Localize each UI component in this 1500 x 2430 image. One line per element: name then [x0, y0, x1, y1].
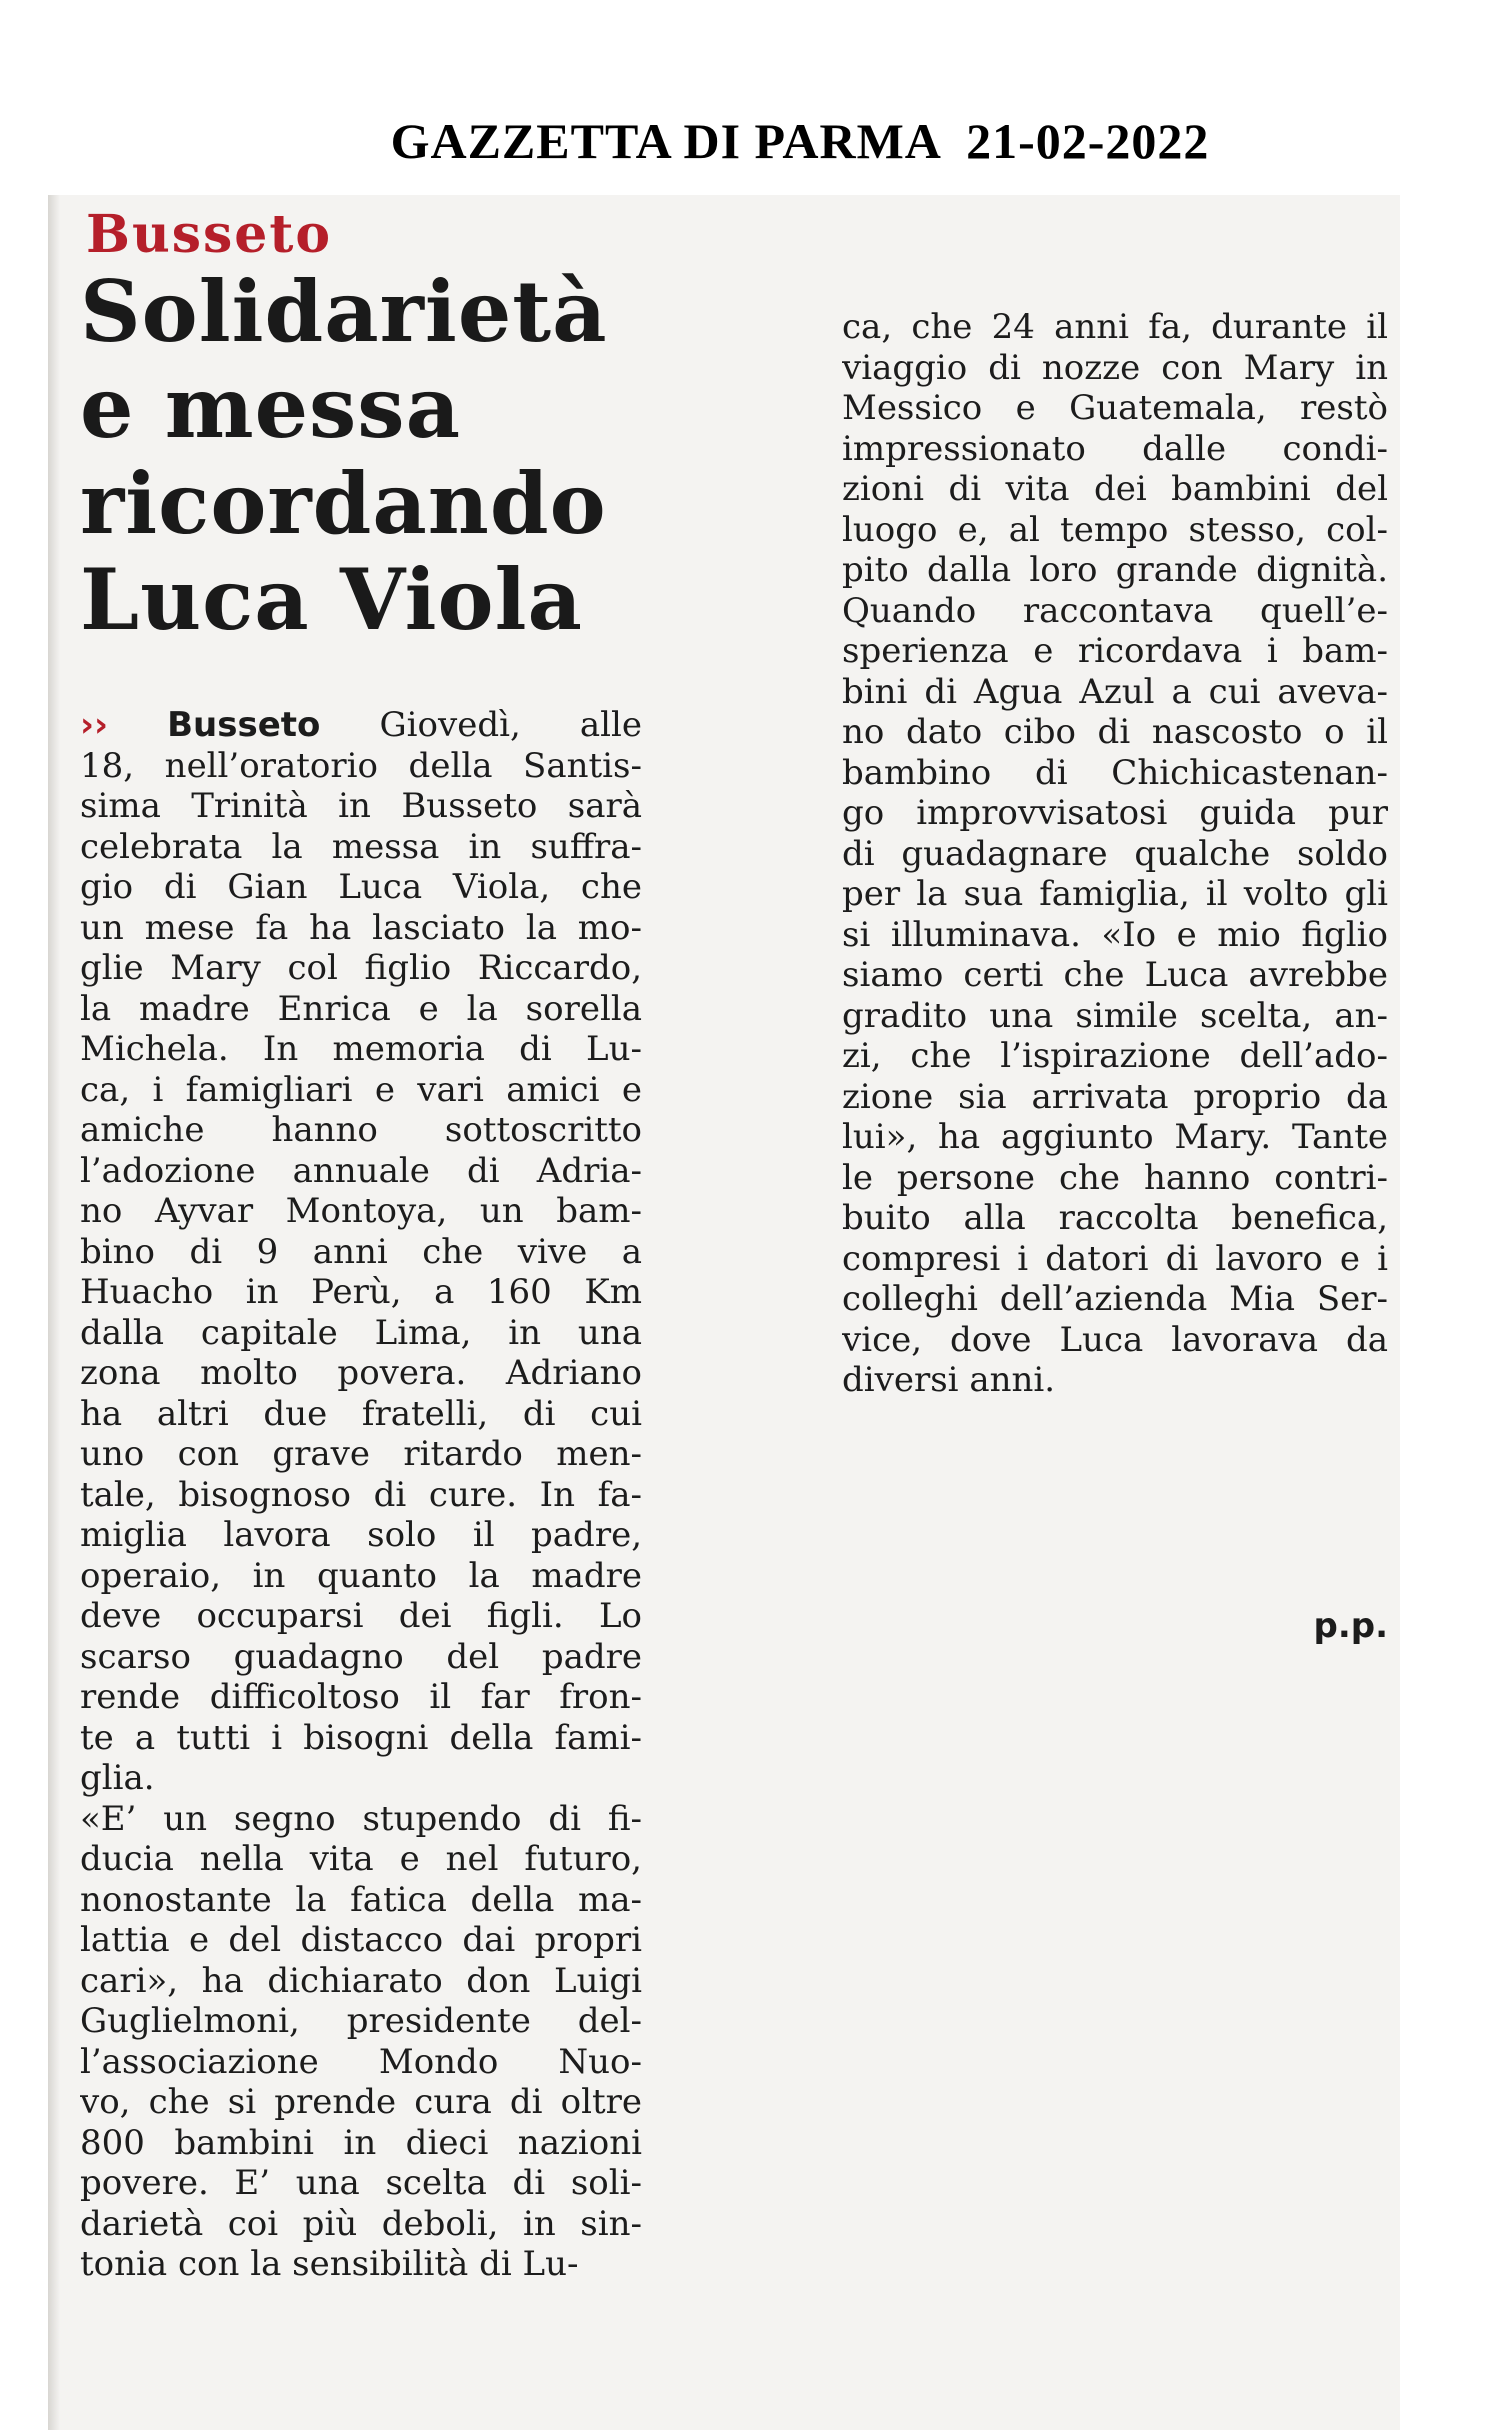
text-line: 800 bambini in dieci nazioni	[80, 2122, 642, 2163]
text-line: bino di 9 anni che vive a	[80, 1231, 642, 1272]
text-line: ducia nella vita e nel futuro,	[80, 1839, 642, 1879]
text-line: zioni di vita dei bambini del	[842, 469, 1388, 509]
text-line: per la sua famiglia, il volto gli	[842, 874, 1388, 914]
text-line: celebrata la messa in suffra-	[80, 826, 642, 867]
text-line: zione sia arrivata proprio da	[842, 1076, 1388, 1117]
text-line: glia.	[80, 1758, 155, 1798]
text-line: no dato cibo di nascosto o il	[842, 712, 1388, 752]
text-line: 18, nell’oratorio della Santis-	[80, 745, 642, 786]
text-line: scarso guadagno del padre	[80, 1636, 642, 1677]
text-line: siamo certi che Luca avrebbe	[842, 955, 1388, 995]
text-line: si illuminava. «Io e mio figlio	[842, 914, 1388, 955]
text-line: zi, che l’ispirazione dell’ado-	[842, 1036, 1388, 1076]
text-line: bini di Agua Azul a cui aveva-	[842, 671, 1388, 712]
text-line: cari», ha dichiarato don Luigi	[80, 1960, 642, 2001]
article-column-left	[80, 705, 642, 2285]
article-headline	[80, 264, 780, 648]
text-line: sima Trinità in Busseto sarà	[80, 786, 642, 826]
text-line: ha altri due fratelli, di cui	[80, 1393, 642, 1434]
text-line: Guglielmoni, presidente del-	[80, 2001, 642, 2041]
text-line: Huacho in Perù, a 160 Km	[80, 1272, 642, 1312]
text-line: Michela. In memoria di Lu-	[80, 1029, 642, 1069]
headline-line: ricordando	[80, 454, 607, 553]
text-line: compresi i datori di lavoro e i	[842, 1238, 1388, 1279]
dateline: Busseto	[167, 705, 321, 745]
text-line: Quando raccontava quell’e-	[842, 590, 1388, 631]
text-line-content: Giovedì, alle	[320, 705, 642, 745]
text-line: zona molto povera. Adriano	[80, 1353, 642, 1393]
text-line: un mese fa ha lasciato la mo-	[80, 907, 642, 948]
text-line: ca, che 24 anni fa, durante il	[842, 307, 1388, 347]
text-line: diversi anni.	[842, 1360, 1056, 1400]
text-line: nonostante la fatica della ma-	[80, 1879, 642, 1920]
text-line: povere. E’ una scelta di soli-	[80, 2163, 642, 2203]
headline-line: Luca Viola	[80, 550, 583, 649]
text-line: te a tutti i bisogni della fami-	[80, 1717, 642, 1758]
text-line: rende difficoltoso il far fron-	[80, 1677, 642, 1717]
text-line: Messico e Guatemala, restò	[842, 388, 1388, 428]
text-line: l’associazione Mondo Nuo-	[80, 2041, 642, 2082]
masthead: GAZZETTA DI PARMA 21-02-2022	[390, 113, 1210, 169]
text-line: viaggio di nozze con Mary in	[842, 347, 1388, 388]
text-line: darietà coi più deboli, in sin-	[80, 2203, 642, 2244]
headline-line: e messa	[80, 358, 462, 457]
text-line: lui», ha aggiunto Mary. Tante	[842, 1117, 1388, 1157]
text-line: dalla capitale Lima, in una	[80, 1312, 642, 1353]
text-line: no Ayvar Montoya, un bam-	[80, 1191, 642, 1231]
text-line: luogo e, al tempo stesso, col-	[842, 509, 1388, 550]
text-line: glie Mary col figlio Riccardo,	[80, 948, 642, 988]
text-line: gio di Gian Luca Viola, che	[80, 867, 642, 907]
text-line: go improvvisatosi guida pur	[842, 793, 1388, 833]
text-line: lattia e del distacco dai propri	[80, 1920, 642, 1960]
text-line: pito dalla loro grande dignità.	[842, 550, 1388, 590]
text-line: le persone che hanno contri-	[842, 1157, 1388, 1198]
article-column-right	[842, 307, 1388, 1401]
text-line: sperienza e ricordava i bam-	[842, 631, 1388, 671]
text-line: vice, dove Luca lavorava da	[842, 1319, 1388, 1360]
author-signature: p.p.	[1313, 1606, 1388, 1646]
text-line: tonia con la sensibilità di Lu-	[80, 2244, 579, 2284]
text-line: uno con grave ritardo men-	[80, 1434, 642, 1474]
text-line: tale, bisognoso di cure. In fa-	[80, 1474, 642, 1515]
text-line	[80, 705, 642, 746]
text-line: buito alla raccolta benefica,	[842, 1198, 1388, 1238]
text-line: di guadagnare qualche soldo	[842, 833, 1388, 874]
text-line: «E’ un segno stupendo di fi-	[80, 1798, 642, 1839]
text-line: la madre Enrica e la sorella	[80, 988, 642, 1029]
section-kicker: Busseto	[86, 204, 333, 265]
text-line: operaio, in quanto la madre	[80, 1555, 642, 1596]
text-line: amiche hanno sottoscritto	[80, 1110, 642, 1150]
clipping-edge-shadow	[48, 195, 60, 2430]
text-line: vo, che si prende cura di oltre	[80, 2082, 642, 2122]
dateline-marks: ››	[80, 705, 109, 745]
text-line: miglia lavora solo il padre,	[80, 1515, 642, 1555]
text-line: deve occuparsi dei figli. Lo	[80, 1596, 642, 1636]
text-line: l’adozione annuale di Adria-	[80, 1150, 642, 1191]
text-line: bambino di Chichicastenan-	[842, 752, 1388, 793]
text-line: impressionato dalle condi-	[842, 428, 1388, 469]
text-line: colleghi dell’azienda Mia Ser-	[842, 1279, 1388, 1319]
headline-line: Solidarietà	[80, 262, 608, 361]
text-line: ca, i famigliari e vari amici e	[80, 1069, 642, 1110]
text-line: gradito una simile scelta, an-	[842, 995, 1388, 1036]
